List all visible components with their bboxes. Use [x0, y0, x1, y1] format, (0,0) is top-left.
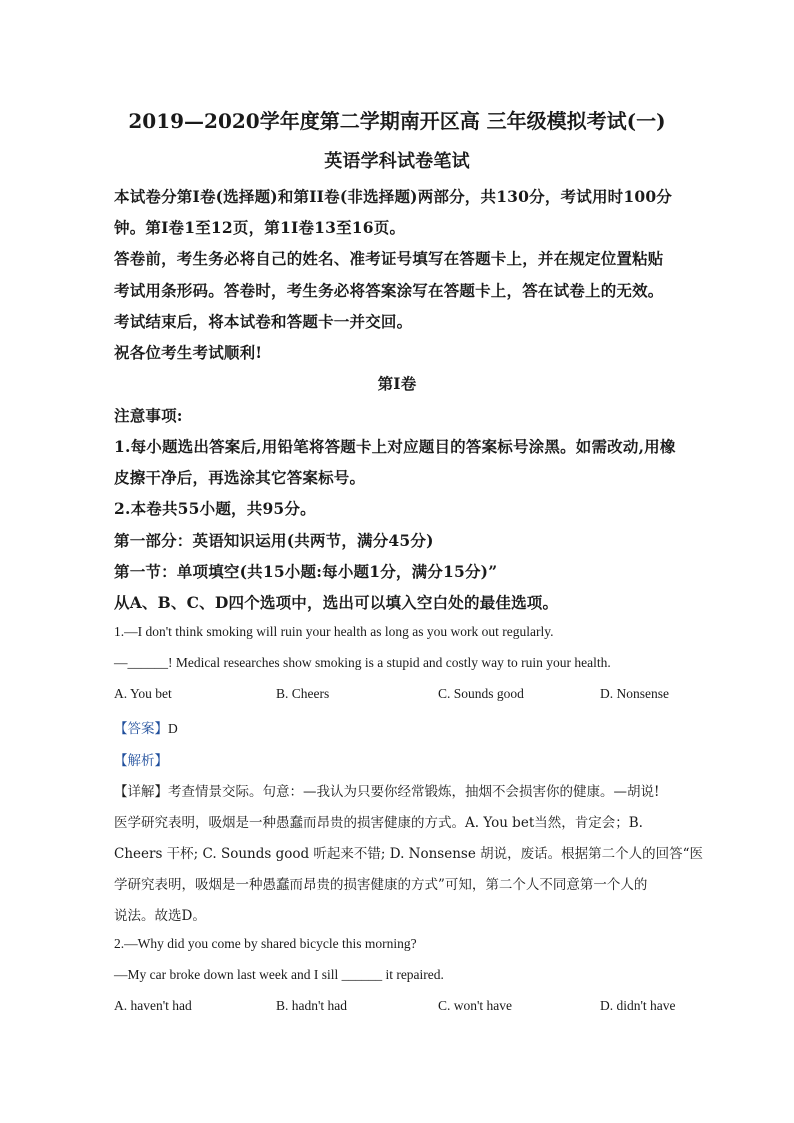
explanation-line: 说法。故选D。 [114, 908, 206, 924]
option-d: D. Nonsense [600, 686, 669, 701]
option-d: D. didn't have [600, 998, 676, 1013]
question-2-line-1: 2.—Why did you come by shared bicycle this morning? [114, 936, 417, 951]
notes-heading: 注意事项: [114, 406, 183, 425]
intro-line: 钟。第I卷1至12页，第1I卷13至16页。 [114, 218, 406, 237]
part-title: 第一部分：英语知识运用(共两节，满分45分) [114, 531, 434, 550]
section-title: 第I卷 [377, 374, 417, 393]
intro-line: 考试结束后，将本试卷和答题卡一并交回。 [114, 312, 413, 331]
analysis-label: 【解析】 [114, 753, 168, 769]
option-c: C. Sounds good [438, 686, 524, 701]
intro-line: 考试用条形码。答卷时，考生务必将答案涂写在答题卡上，答在试卷上的无效。 [114, 281, 664, 300]
question-1-line-2: —______! Medical researches show smoking is a stupid and costly way to ruin your health. [114, 655, 611, 670]
notes-line: 2.本卷共55小题，共95分。 [114, 499, 316, 518]
answer-value: D [168, 721, 178, 736]
explanation-line: 【详解】考查情景交际。句意：—我认为只要你经常锻炼，抽烟不会损害你的健康。—胡说! [114, 784, 660, 800]
option-a: A. You bet [114, 686, 172, 701]
question-1-line-1: 1.—I don't think smoking will ruin your health as long as you work out regularly. [114, 624, 554, 639]
option-c: C. won't have [438, 998, 513, 1013]
notes-line: 皮擦干净后，再选涂其它答案标号。 [114, 468, 366, 487]
part-instruction: 从A、B、C、D四个选项中，选出可以填入空白处的最佳选项。 [114, 593, 559, 612]
answer-label: 【答案】 [114, 721, 168, 737]
question-2-line-2: —My car broke down last week and I sill ______ it repaired. [114, 967, 444, 982]
option-a: A. haven't had [114, 998, 192, 1013]
option-b: B. Cheers [276, 686, 330, 701]
answer-row [114, 717, 178, 737]
notes-line: 1.每小题选出答案后,用铅笔将答题卡上对应题目的答案标号涂黑。如需改动,用橡 [114, 437, 676, 456]
intro-line: 祝各位考生考试顺利! [114, 343, 263, 362]
explanation-line: Cheers 干杯; C. Sounds good 听起来不错; D. Nonsense 胡说，废话。根据第二个人的回答“医 [114, 846, 704, 862]
part-section: 第一节：单项填空(共15小题:每小题1分，满分15分)” [114, 562, 498, 581]
intro-line: 本试卷分第I卷(选择题)和第II卷(非选择题)两部分，共130分，考试用时100分 [114, 187, 672, 206]
exam-title: 2019—2020学年度第二学期南开区高 三年级模拟考试(一) [128, 109, 666, 133]
explanation-line: 学研究表明，吸烟是一种愚蠢而昂贵的损害健康的方式”可知，第二个人不同意第一个人的 [114, 877, 648, 893]
option-b: B. hadn't had [276, 998, 348, 1013]
intro-line: 答卷前，考生务必将自己的姓名、准考证号填写在答题卡上，并在规定位置粘贴 [114, 249, 664, 268]
exam-subtitle: 英语学科试卷笔试 [324, 151, 470, 172]
explanation-line: 医学研究表明，吸烟是一种愚蠢而昂贵的损害健康的方式。A. You bet当然，肯定会；B. [114, 815, 643, 831]
